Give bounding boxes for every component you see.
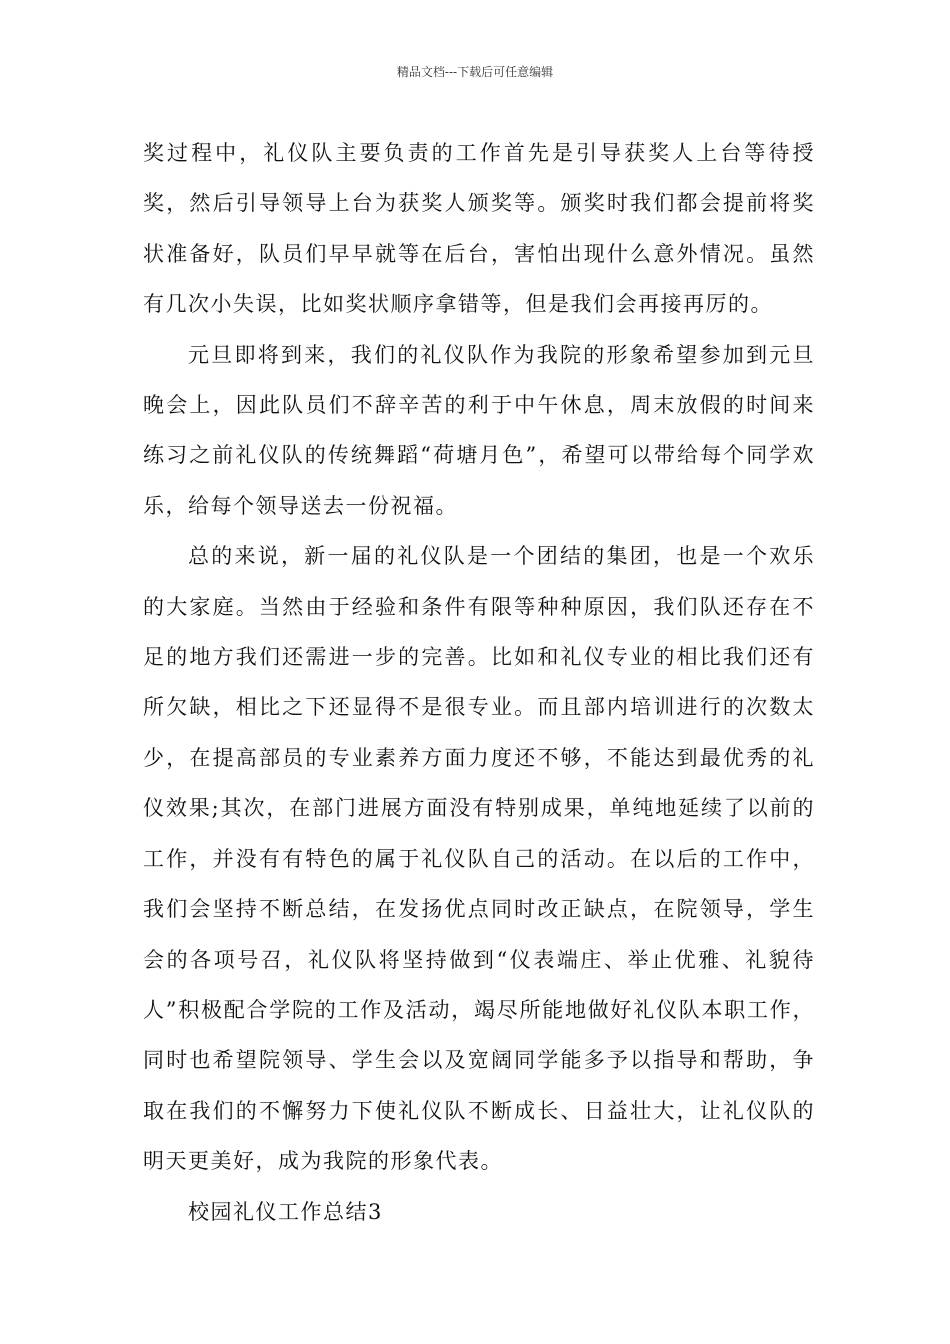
paragraph-award-process: 奖过程中，礼仪队主要负责的工作首先是引导获奖人上台等待授奖，然后引导领导上台为获奖人颁奖等。颁奖时我们都会提前将奖状准备好，队员们早早就等在后台，害怕出现什么意外情况。虽然有几次小失误，比如奖状顺序拿错等，但是我们会再接再厉的。 — [143, 141, 815, 317]
page-header: 精品文档---下载后可任意编辑 — [396, 65, 554, 79]
document-body — [143, 128, 815, 1237]
section-heading: 校园礼仪工作总结3 — [188, 1199, 383, 1224]
paragraph-new-year-gala: 元旦即将到来，我们的礼仪队作为我院的形象希望参加到元旦晚会上，因此队员们不辞辛苦的利于中午休息，周末放假的时间来练习之前礼仪队的传统舞蹈“荷塘月色”，希望可以带给每个同学欢乐，给每个领导送去一份祝福。 — [143, 342, 815, 518]
paragraph-summary: 总的来说，新一届的礼仪队是一个团结的集团，也是一个欢乐的大家庭。当然由于经验和条件有限等种种原因，我们队还存在不足的地方我们还需进一步的完善。比如和礼仪专业的相比我们还有所欠缺，相比之下还显得不是很专业。而且部内培训进行的次数太少，在提高部员的专业素养方面力度还不够，不能达到最优秀的礼仪效果;其次，在部门进展方面没有特别成果，单纯地延续了以前的工作，并没有有特色的属于礼仪队自己的活动。在以后的工作中，我们会坚持不断总结，在发扬优点同时改正缺点，在院领导，学生会的各项号召，礼仪队将坚持做到“仪表端庄、举止优雅、礼貌待人”积极配合学院的工作及活动，竭尽所能地做好礼仪队本职工作，同时也希望院领导、学生会以及宽阔同学能多予以指导和帮助，争取在我们的不懈努力下使礼仪队不断成长、日益壮大，让礼仪队的明天更美好，成为我院的形象代表。 — [143, 544, 815, 1174]
